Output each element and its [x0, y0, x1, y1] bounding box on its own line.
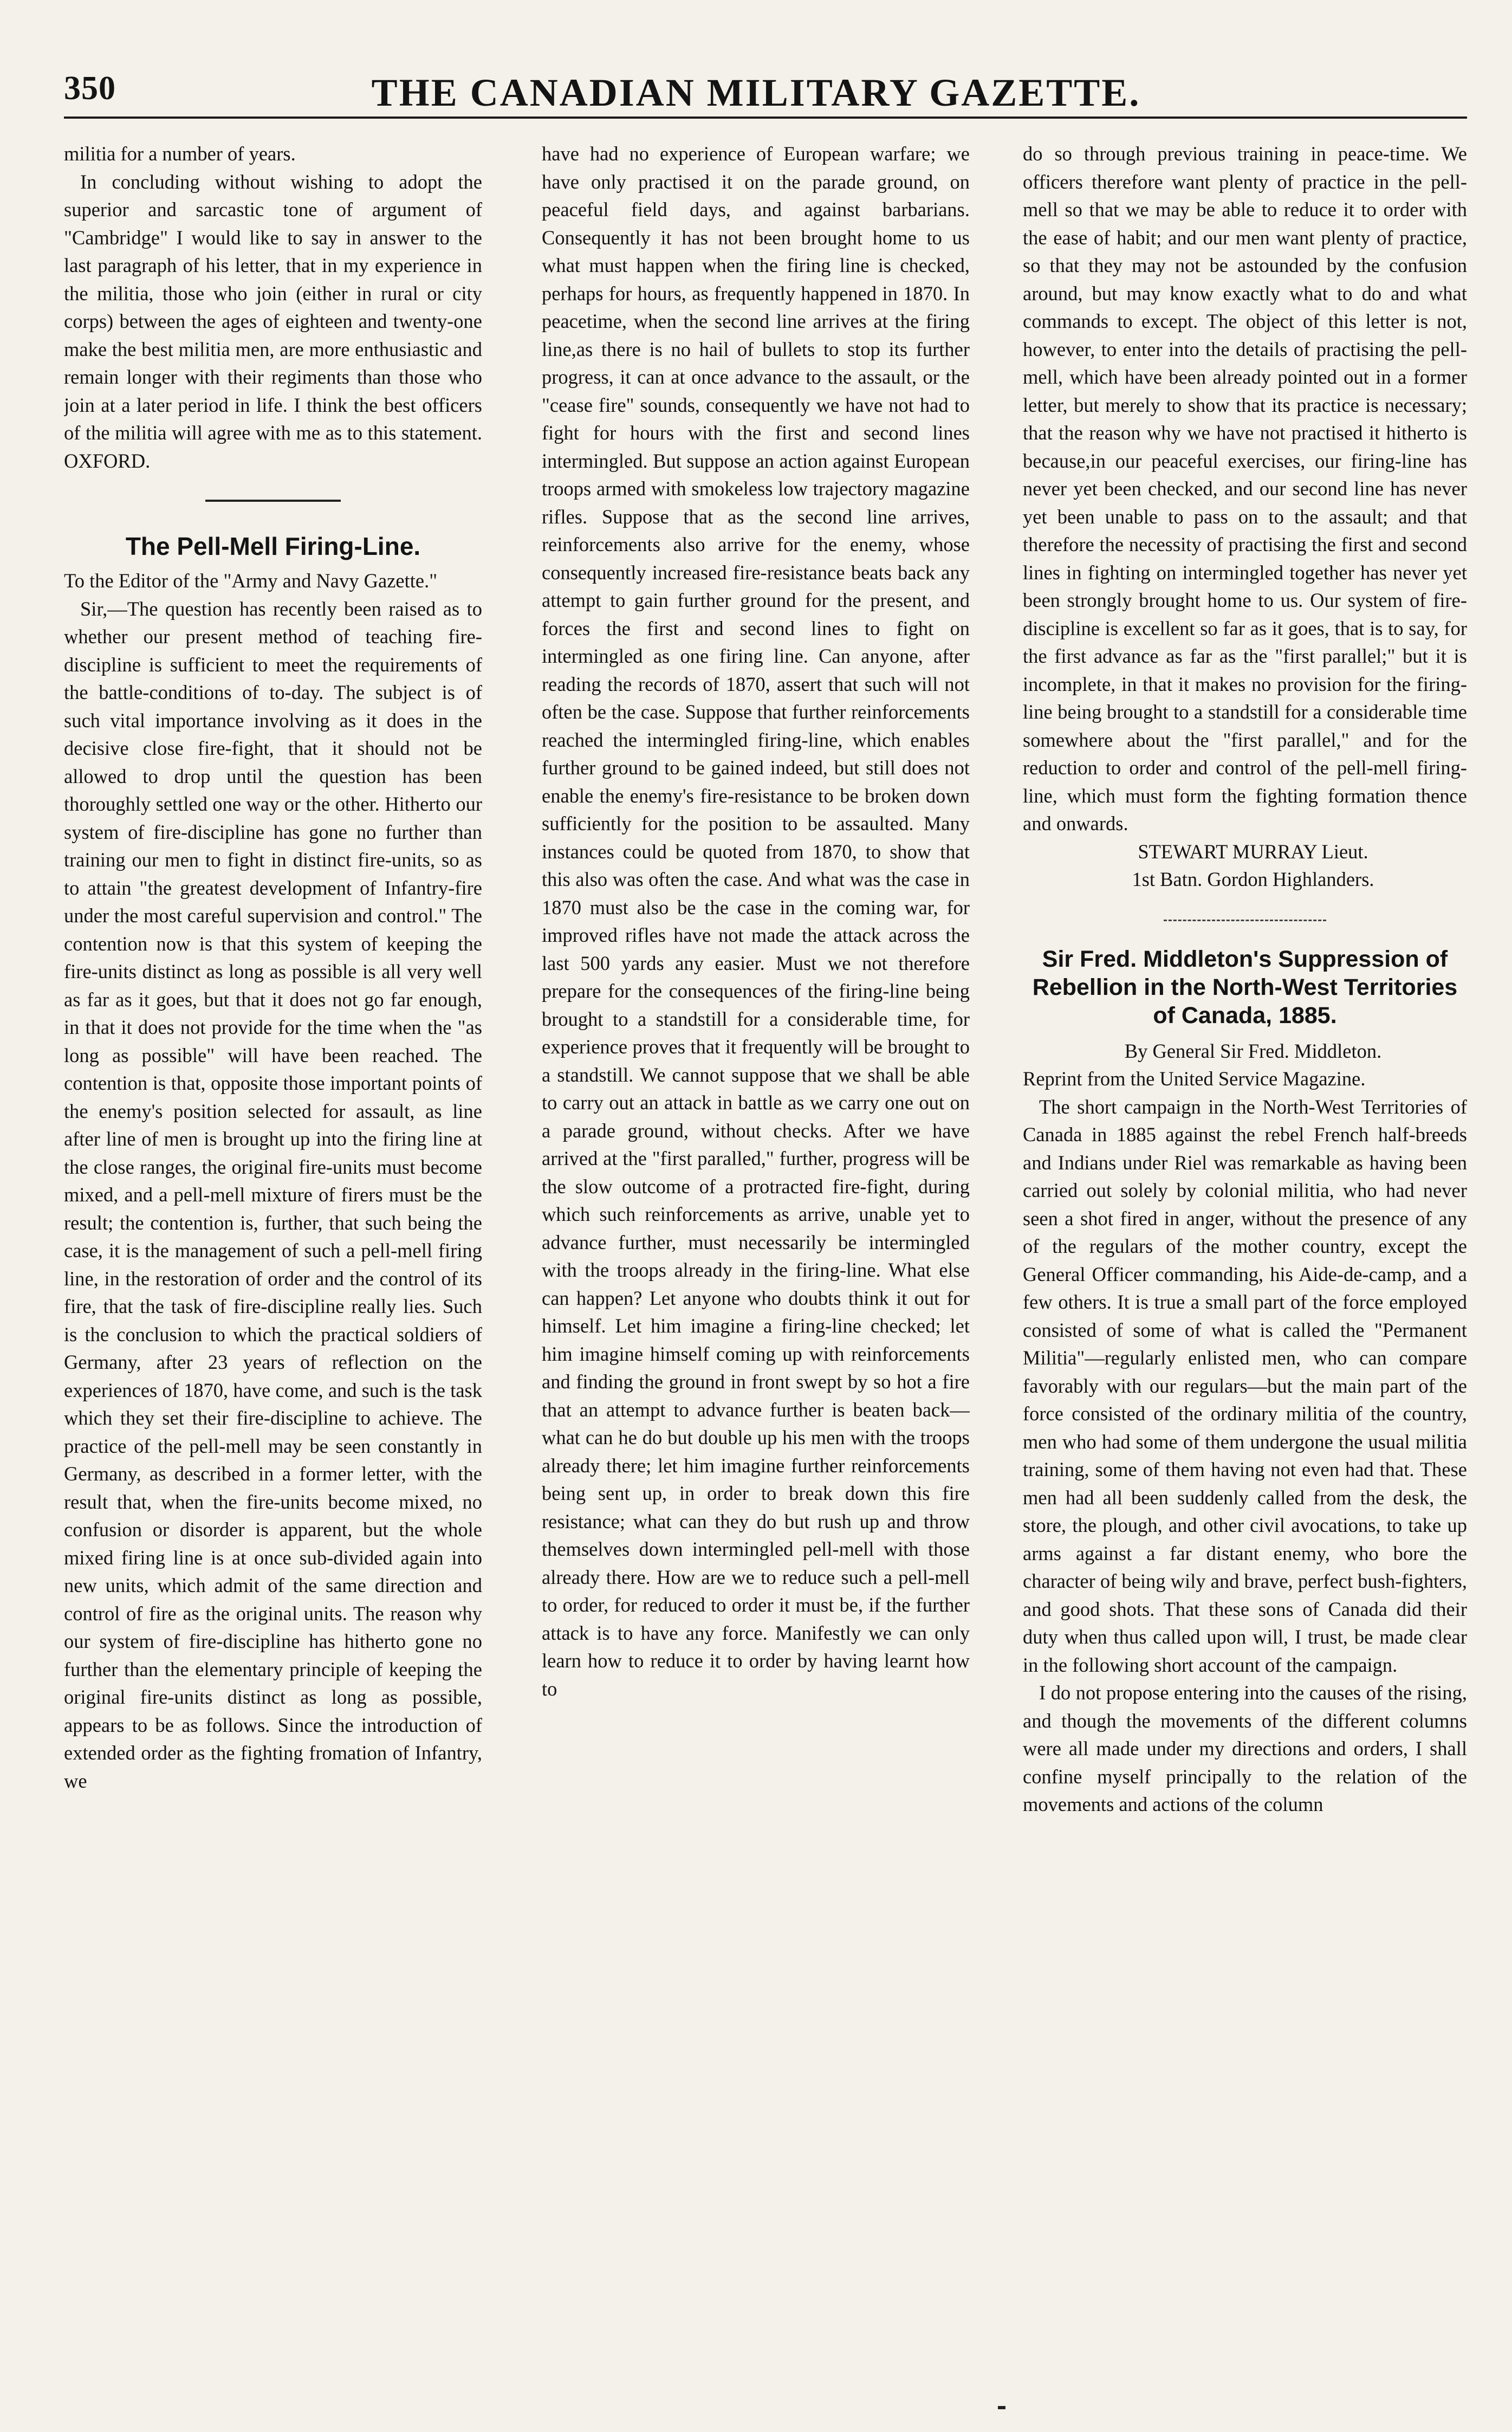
- paragraph: have had no experience of European warfare; we have only practised it on the parade ground, on peaceful field days, and against barbarians. Consequently it has not been brought home to us what must happen when the firing line is checked, perhaps for hours, as frequently happened in 1870. In peacetime, when the second line arrives at the firing line,as there is no hail of bullets to stop its further progress, it can at once advance to the assault, or the "cease fire" sounds, consequently we have not had to fight for hours with the first and second lines intermingled. But suppose an action against European troops armed with smokeless low trajectory magazine rifles. Suppose that as the second line arrives, reinforcements also arrive for the enemy, whose consequently increased fire-resistance beats back any attempt to gain further ground for the present, and forces the first and second lines to fight on intermingled as one firing line. Can anyone, after reading the records of 1870, assert that such will not often be the case. Suppose that further reinforcements reached the intermingled firing-line, which enables further ground to be gained indeed, but still does not enable the enemy's fire-resistance to be broken down sufficiently for the position to be assaulted. Many instances could be quoted from 1870, to show that this also was often the case. And what was the case in 1870 must also be the case in the coming war, for improved rifles have not made the attack across the last 500 yards any easier. Must we not therefore prepare for the consequences of the firing-line being brought to a standstill for a considerable time, for experience proves that it frequently will be brought to a standstill. We cannot suppose that we shall be able to carry out an attack in battle as we carry one out on a parade ground, without checks. After we have arrived at the "first paralled," further, progress will be the slow outcome of a protracted fire-fight, during which such reinforcements as arrive, unable yet to advance further, must necessarily be intermingled with the troops already in the firing-line. What else can happen? Let anyone who doubts think it out for himself. Let him imagine a firing-line checked; let him imagine himself coming up with reinforcements and finding the ground in front swept by so hot a fire that an attempt to advance further is beaten back—what can he do but double up his men with the troops already there; let him imagine further reinforcements being sent up, in order to break down this fire resistance; what can they do but rush up and throw themselves down intermingled pell-mell with those already there. How are we to reduce such a pell-mell to order, for reduced to order it must be, if the further attack is to have any force. Manifestly we can only learn how to reduce it to order by having learnt how to: [542, 143, 970, 1700]
- signature-line: STEWART MURRAY Lieut.: [1138, 840, 1368, 863]
- section-separator: [1164, 920, 1326, 921]
- paragraph: To the Editor of the "Army and Navy Gazette.": [64, 570, 438, 592]
- column-1: [64, 140, 482, 2383]
- paragraph: Sir,—The question has recently been raised as to whether our present method of teaching fire-discipline is sufficient to meet the requirements of the battle-conditions of to-day. The subject is of such vital importance involving as it does in the decisive close fire-fight, that it should not be allowed to drop until the question has been thoroughly settled one way or the other. Hitherto our system of fire-discipline has gone no further than training our men to fight in distinct fire-units, so as to attain "the greatest development of Infantry-fire under the most careful supervision and control." The contention now is that this system of keeping the fire-units distinct as long as possible is all very well as far as it goes, but that it does not go far enough, in that it does not provide for the time when the "as long as possible" will have been reached. The contention is that, opposite those important points of the enemy's position selected for assault, as line after line of men is brought up into the firing line at the close ranges, the original fire-units must become mixed, and a pell-mell mixture of firers must be the result; the contention is, further, that such being the case, it is the management of such a pell-mell firing line, in the restoration of order and the control of its fire, that the task of fire-discipline really lies. Such is the conclusion to which the practical soldiers of Germany, after 23 years of reflection on the experiences of 1870, have come, and such is the task which they set their fire-discipline to achieve. The practice of the pell-mell may be seen constantly in Germany, as described in a former letter, with the result that, when the fire-units become mixed, no confusion or disorder is apparent, but the whole mixed firing line is at once sub-divided again into new units, which admit of the same direction and control of fire as the original units. The reason why our system of fire-discipline has hitherto gone no further than the elementary principle of keeping the original fire-units distinct as long as possible, appears to be as follows. Since the introduction of extended order as the fighting fromation of Infantry, we: [64, 597, 482, 1792]
- paragraph: do so through previous training in peace-time. We officers therefore want plenty of practice in the pell-mell so that we may be able to reduce it to order with the ease of habit; and our men want plenty of practice, so that they may not be astounded by the confusion around, but may know exactly what to do and what commands to except. The object of this letter is not, however, to enter into the details of practising the pell-mell, which have been already pointed out in a former letter, but merely to show that its practice is necessary; that the reason why we have not practised it hitherto is because,in our peaceful exercises, our firing-line has never yet been checked, and our second line has never yet been unable to pass on to the assault; and that therefore the necessity of practising the first and second lines in fighting on intermingled together has never yet been strongly brought home to us. Our system of fire-discipline is excellent so far as it goes, that is to say, for the first advance as far as the "first parallel;" but it is incomplete, in that it makes no provision for the firing-line being brought to a standstill for a considerable time somewhere about the "first parallel," and for the reduction to order and control of the pell-mell firing-line, which must form the fighting formation thence and onwards.: [1023, 143, 1467, 835]
- article-heading: Sir Fred. Middleton's Suppression of Rebellion in the North-West Territories of Canada, 1885.: [1032, 946, 1458, 1029]
- paragraph: militia for a number of years.: [64, 143, 296, 165]
- section-separator: [205, 500, 341, 502]
- header-rule: [64, 117, 1467, 119]
- column-3: [1023, 140, 1467, 2383]
- paragraph: The short campaign in the North-West Territories of Canada in 1885 against the rebel French half-breeds and Indians under Riel was remarkable as having been carried out solely by colonial militia, who had never seen a shot fired in anger, without the presence of any of the regulars of the mother country, except the General Officer commanding, his Aide-de-camp, and a few others. It is true a small part of the force employed consisted of some of what is called the "Permanent Militia"—regularly enlisted men, who can compare favorably with our regulars—but the main part of the force consisted of the ordinary militia of the country, men who had some of them undergone the usual militia training, some of them having not even had that. These men had all been suddenly called from the desk, the store, the plough, and other civil avocations, to take up arms against a far distant enemy, who bore the character of being wily and brave, perfect bush-fighters, and good shots. That these sons of Canada did their duty when thus called upon will, I trust, be made clear in the following short account of the campaign.: [1023, 1095, 1467, 1676]
- masthead: THE CANADIAN MILITARY GAZETTE.: [371, 71, 1141, 114]
- signature-line: 1st Batn. Gordon Highlanders.: [1132, 868, 1374, 890]
- column-2: [542, 140, 970, 2383]
- print-mark: [998, 2406, 1005, 2409]
- article-heading: The Pell-Mell Firing-Line.: [125, 532, 421, 560]
- paragraph: Reprint from the United Service Magazine.: [1023, 1068, 1366, 1090]
- page-number: 350: [64, 70, 116, 107]
- byline: By General Sir Fred. Middleton.: [1124, 1039, 1382, 1062]
- paragraph: I do not propose entering into the causes of the rising, and though the movements of the different columns were all made under my directions and orders, I shall confine myself principally to the relation of the movements and actions of the column: [1023, 1681, 1467, 1815]
- paragraph: In concluding without wishing to adopt the superior and sarcastic tone of argument of "Cambridge" I would like to say in answer to the last paragraph of his letter, that in my experience in the militia, those who join (either in rural or city corps) between the ages of eighteen and twenty-one make the best militia men, are more enthusiastic and remain longer with their regiments than those who join at a later period in life. I think the best officers of the militia will agree with me as to this statement. OXFORD.: [64, 170, 482, 472]
